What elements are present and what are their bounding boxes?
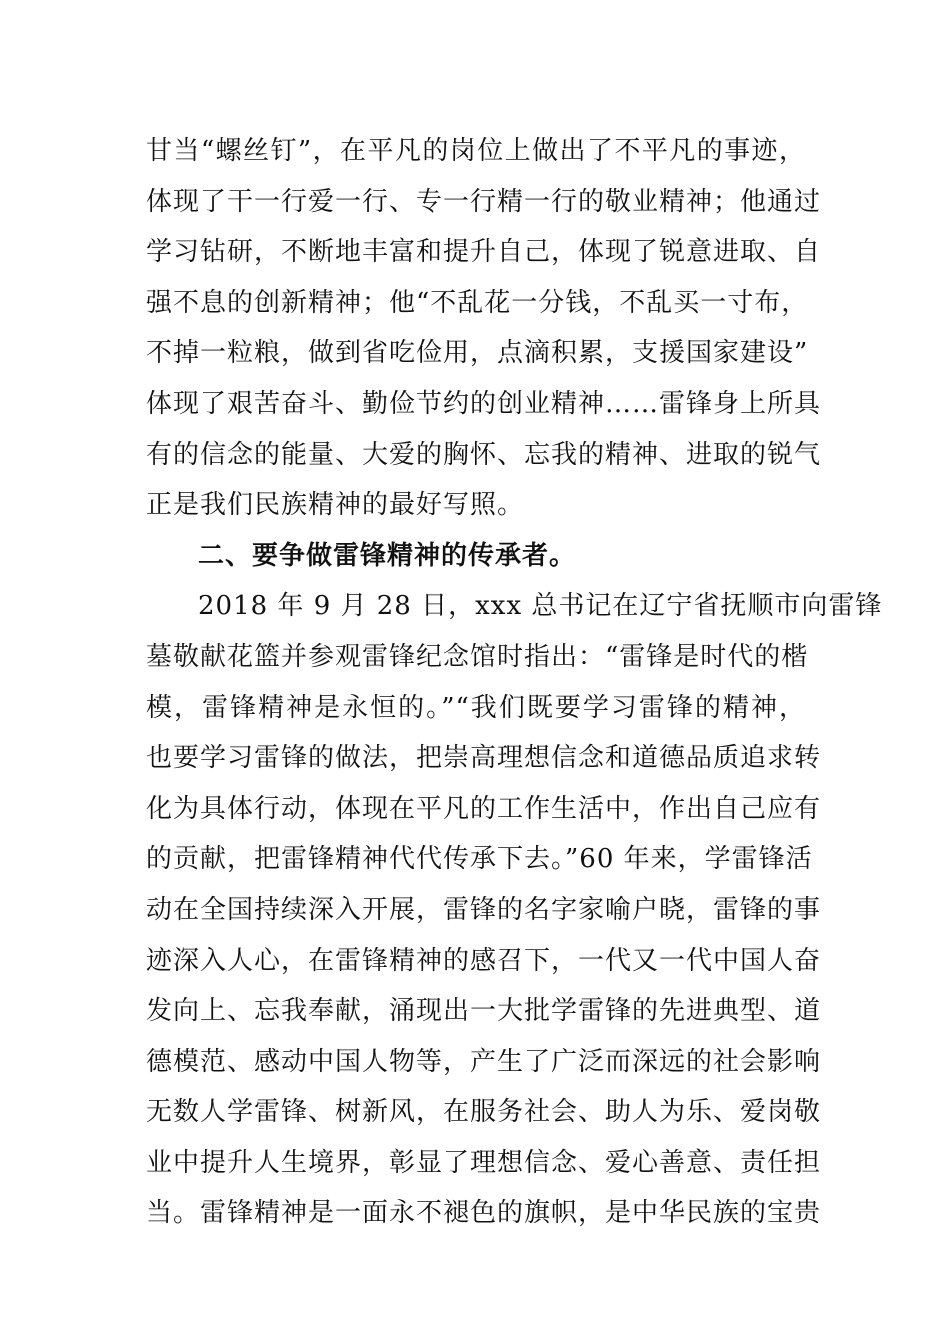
paragraph-line: 业中提升人生境界，彰显了理想信念、爱心善意、责任担 — [146, 1147, 822, 1178]
paragraph-line: 迹深入人心，在雷锋精神的感召下，一代又一代中国人奋 — [146, 945, 822, 976]
paragraph-line: 体现了干一行爱一行、专一行精一行的敬业精神；他通过 — [146, 186, 822, 217]
paragraph-line: 有的信念的能量、大爱的胸怀、忘我的精神、进取的锐气 — [146, 439, 822, 470]
paragraph-line: 2018 年 9 月 28 日，xxx 总书记在辽宁省抚顺市向雷锋 — [198, 591, 883, 622]
paragraph-line: 强不息的创新精神；他“不乱花一分钱，不乱买一寸布， — [146, 287, 809, 318]
paragraph-line: 化为具体行动，体现在平凡的工作生活中，作出自己应有 — [146, 793, 822, 824]
paragraph-1 — [146, 126, 822, 531]
paragraph-line: 当。雷锋精神是一面永不褪色的旗帜，是中华民族的宝贵 — [146, 1198, 822, 1229]
paragraph-line: 无数人学雷锋、树新风，在服务社会、助人为乐、爱岗敬 — [146, 1097, 822, 1128]
paragraph-line: 也要学习雷锋的做法，把崇高理想信念和道德品质追求转 — [146, 743, 822, 774]
paragraph-line: 体现了艰苦奋斗、勤俭节约的创业精神……雷锋身上所具 — [146, 388, 822, 419]
paragraph-line: 动在全国持续深入开展，雷锋的名字家喻户晓，雷锋的事 — [146, 894, 822, 925]
paragraph-line: 甘当“螺丝钉”，在平凡的岗位上做出了不平凡的事迹， — [146, 136, 806, 166]
section-heading: 二、要争做雷锋精神的传承者。 — [198, 540, 577, 571]
paragraph-line: 发向上、忘我奉献，涌现出一大批学雷锋的先进典型、道 — [146, 996, 822, 1027]
paragraph-line: 的贡献，把雷锋精神代代传承下去。”60 年来，学雷锋活 — [146, 844, 813, 875]
paragraph-line: 模，雷锋精神是永恒的。”“我们既要学习雷锋的精神， — [146, 692, 806, 723]
paragraph-2 — [146, 581, 883, 1239]
paragraph-line: 不掉一粒粮，做到省吃俭用，点滴积累，支援国家建设” — [146, 338, 809, 369]
paragraph-line: 正是我们民族精神的最好写照。 — [146, 490, 525, 521]
document-body — [146, 126, 883, 1239]
paragraph-line: 墓敬献花篮并参观雷锋纪念馆时指出：“雷锋是时代的楷 — [146, 641, 809, 672]
paragraph-line: 学习钻研，不断地丰富和提升自己，体现了锐意进取、自 — [146, 237, 822, 268]
paragraph-line: 德模范、感动中国人物等，产生了广泛而深远的社会影响 — [146, 1046, 822, 1077]
